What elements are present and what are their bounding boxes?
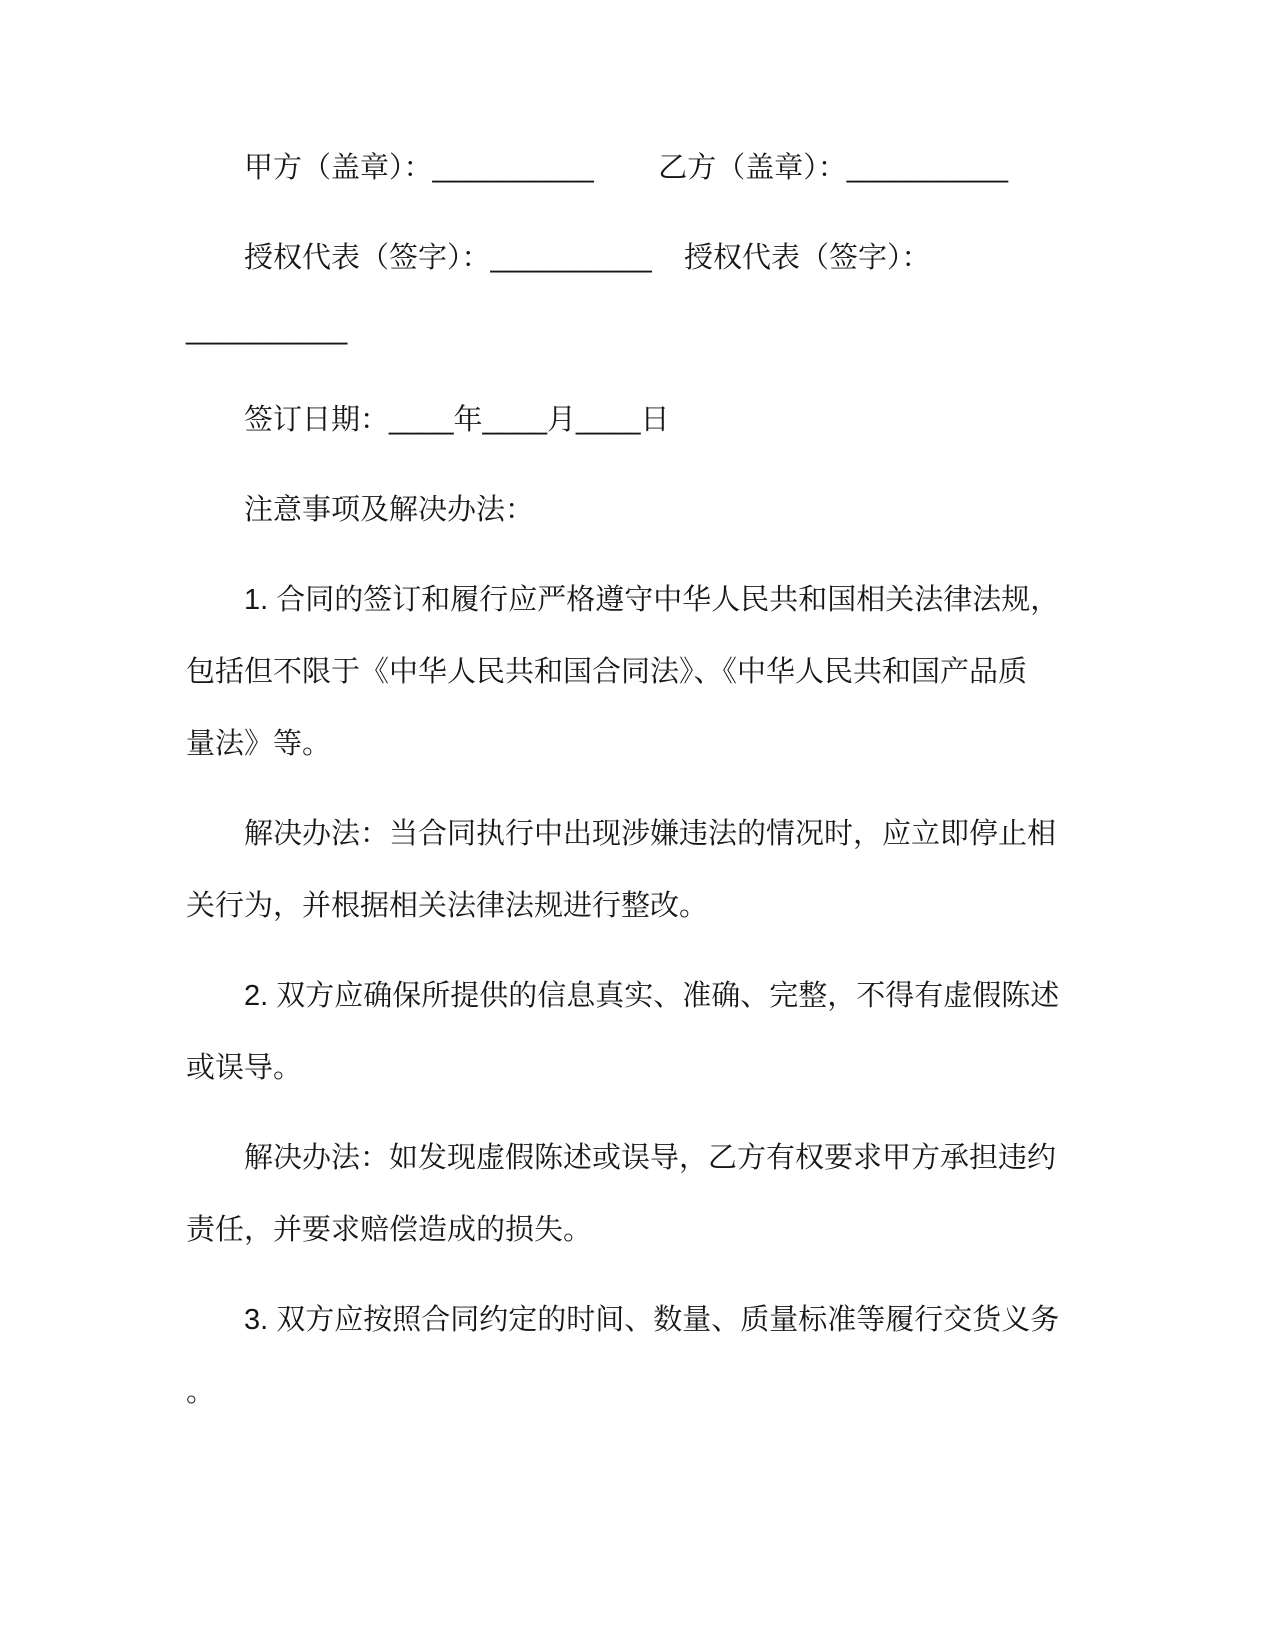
clause-3-line-1: 3. 双方应按照合同约定的时间、数量、质量标准等履行交货义务 [244,1304,1060,1336]
notes-heading-line: 注意事项及解决办法： [244,494,535,526]
party-seal-line: 甲方（盖章）：__________ 乙方（盖章）：__________ [244,152,1009,184]
clause-3-line-2: 。 [186,1376,216,1408]
paragraph-signing-date [186,384,1092,456]
clause-1-line-3: 量法》等。 [186,728,332,760]
signature-blank-line: __________ [186,314,348,346]
solution-2-line-2: 责任，并要求赔偿造成的损失。 [186,1214,593,1246]
clause-1-line-1: 1. 合同的签订和履行应严格遵守中华人民共和国相关法律法规， [244,584,1060,616]
paragraph-clause-2 [186,960,1092,1104]
paragraph-solution-1 [186,798,1092,942]
clause-1-line-2: 包括但不限于《中华人民共和国合同法》、《中华人民共和国产品质 [186,656,1028,688]
paragraph-notes-heading [186,474,1092,546]
paragraph-solution-2 [186,1122,1092,1266]
document-body [186,132,1092,1446]
clause-2-line-2: 或误导。 [186,1052,303,1084]
clause-2-line-1: 2. 双方应确保所提供的信息真实、准确、完整，不得有虚假陈述 [244,980,1060,1012]
paragraph-seal [186,132,1092,204]
solution-1-line-2: 关行为，并根据相关法律法规进行整改。 [186,890,709,922]
solution-2-line-1: 解决办法：如发现虚假陈述或误导，乙方有权要求甲方承担违约 [244,1142,1057,1174]
paragraph-authorized-representative [186,222,1092,366]
authorized-representative-line: 授权代表（签字）：__________ 授权代表（签字）： [244,242,931,274]
solution-1-line-1: 解决办法：当合同执行中出现涉嫌违法的情况时，应立即停止相 [244,818,1057,850]
paragraph-clause-1 [186,564,1092,780]
paragraph-clause-3 [186,1284,1092,1428]
signing-date-line: 签订日期：____年____月____日 [244,404,670,436]
